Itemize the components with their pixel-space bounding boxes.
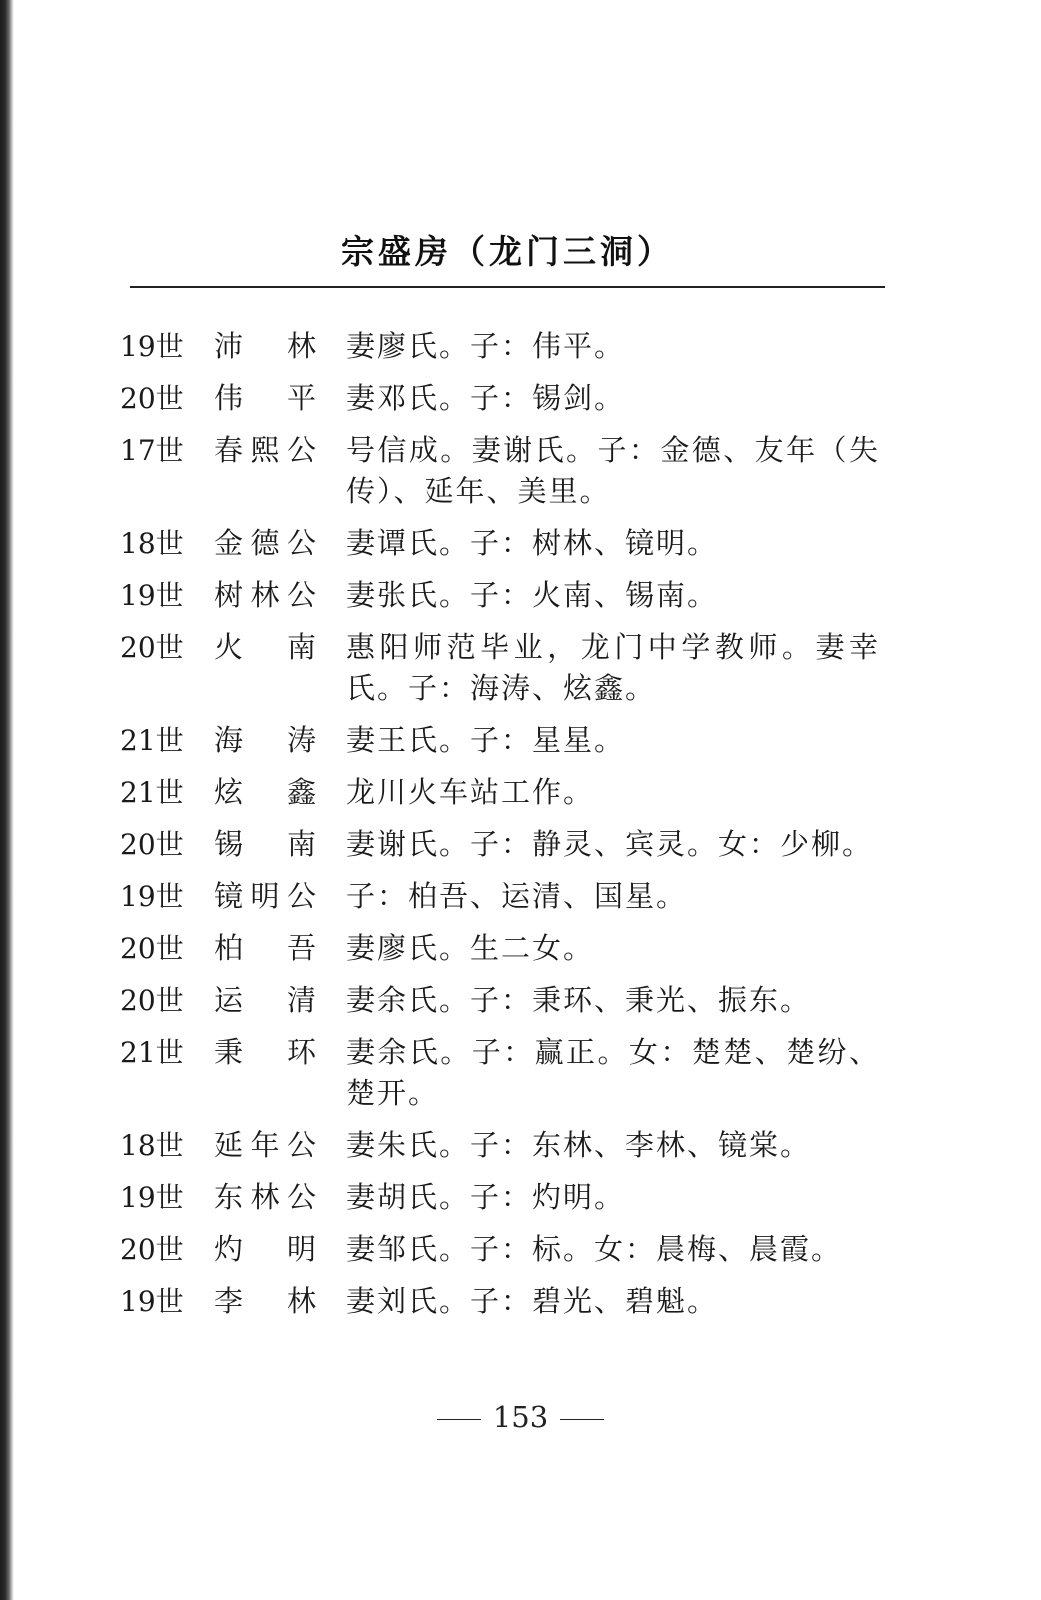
person-description: 妻张氏。子：火南、锡南。 bbox=[346, 578, 719, 612]
person-description: 惠阳师范毕业，龙门中学教师。妻幸氏。子：海涛、炫鑫。 bbox=[346, 630, 880, 705]
dash-left bbox=[437, 1419, 481, 1420]
person-description: 号信成。妻谢氏。子：金德、友年（失传）、延年、美里。 bbox=[346, 433, 880, 508]
generation-label: 20世 bbox=[120, 631, 184, 664]
list-item bbox=[120, 1177, 880, 1218]
list-item bbox=[120, 980, 880, 1021]
person-name: 镜明公 bbox=[214, 879, 316, 913]
generation-label: 21世 bbox=[120, 724, 184, 757]
list-item bbox=[120, 1125, 880, 1166]
list-item bbox=[120, 430, 880, 512]
list-item bbox=[120, 720, 880, 761]
list-item bbox=[120, 575, 880, 616]
person-name: 炫鑫 bbox=[214, 775, 316, 809]
person-description: 妻谭氏。子：树林、镜明。 bbox=[346, 526, 719, 560]
generation-label: 20世 bbox=[120, 382, 184, 415]
list-item bbox=[120, 523, 880, 564]
person-name: 金德公 bbox=[214, 526, 316, 560]
person-name: 延年公 bbox=[214, 1128, 316, 1162]
scan-shadow-edge bbox=[0, 0, 14, 1600]
person-description: 妻王氏。子：星星。 bbox=[346, 723, 626, 757]
person-description: 妻邓氏。子：锡剑。 bbox=[346, 381, 626, 415]
generation-label: 19世 bbox=[120, 579, 184, 612]
person-name: 运清 bbox=[214, 983, 316, 1017]
generation-label: 19世 bbox=[120, 1285, 184, 1318]
person-description: 妻邹氏。子：标。女：晨梅、晨霞。 bbox=[346, 1232, 843, 1266]
generation-label: 20世 bbox=[120, 828, 184, 861]
generation-label: 18世 bbox=[120, 1129, 184, 1162]
person-description: 妻谢氏。子：静灵、宾灵。女：少柳。 bbox=[346, 827, 874, 861]
person-description: 妻朱氏。子：东林、李林、镜棠。 bbox=[346, 1128, 812, 1162]
generation-label: 19世 bbox=[120, 330, 184, 363]
list-item bbox=[120, 772, 880, 813]
person-name: 柏吾 bbox=[214, 931, 316, 965]
list-item bbox=[120, 326, 880, 367]
generation-label: 20世 bbox=[120, 932, 184, 965]
list-item bbox=[120, 876, 880, 917]
genealogy-list bbox=[120, 326, 880, 1333]
list-item bbox=[120, 1032, 880, 1114]
list-item bbox=[120, 627, 880, 709]
person-name: 沛林 bbox=[214, 329, 316, 363]
list-item bbox=[120, 928, 880, 969]
generation-label: 21世 bbox=[120, 1036, 184, 1069]
generation-label: 20世 bbox=[120, 984, 184, 1017]
person-description: 子：柏吾、运清、国星。 bbox=[346, 879, 688, 913]
person-name: 秉环 bbox=[214, 1035, 316, 1069]
person-description: 妻余氏。子：秉环、秉光、振东。 bbox=[346, 983, 812, 1017]
list-item bbox=[120, 824, 880, 865]
person-name: 锡南 bbox=[214, 827, 316, 861]
generation-label: 19世 bbox=[120, 880, 184, 913]
person-name: 海涛 bbox=[214, 723, 316, 757]
person-name: 李林 bbox=[214, 1284, 316, 1318]
generation-label: 18世 bbox=[120, 527, 184, 560]
header-rule bbox=[130, 286, 885, 288]
person-description: 妻廖氏。子：伟平。 bbox=[346, 329, 626, 363]
page-footer bbox=[0, 1400, 1041, 1434]
person-description: 龙川火车站工作。 bbox=[346, 775, 595, 809]
generation-label: 21世 bbox=[120, 776, 184, 809]
list-item bbox=[120, 1229, 880, 1270]
page-number: 153 bbox=[492, 1400, 549, 1434]
person-description: 妻刘氏。子：碧光、碧魁。 bbox=[346, 1284, 719, 1318]
generation-label: 20世 bbox=[120, 1233, 184, 1266]
person-description: 妻余氏。子：赢正。女：楚楚、楚纷、楚开。 bbox=[346, 1035, 880, 1110]
generation-label: 17世 bbox=[120, 434, 184, 467]
person-description: 妻胡氏。子：灼明。 bbox=[346, 1180, 626, 1214]
list-item bbox=[120, 378, 880, 419]
section-title: 宗盛房（龙门三洞） bbox=[341, 232, 674, 271]
person-name: 伟平 bbox=[214, 381, 316, 415]
person-name: 火南 bbox=[214, 630, 316, 664]
generation-label: 19世 bbox=[120, 1181, 184, 1214]
list-item bbox=[120, 1281, 880, 1322]
person-name: 东林公 bbox=[214, 1180, 316, 1214]
person-name: 树林公 bbox=[214, 578, 316, 612]
person-name: 灼明 bbox=[214, 1232, 316, 1266]
person-description: 妻廖氏。生二女。 bbox=[346, 931, 595, 965]
dash-right bbox=[560, 1419, 604, 1420]
person-name: 春熙公 bbox=[214, 433, 316, 467]
